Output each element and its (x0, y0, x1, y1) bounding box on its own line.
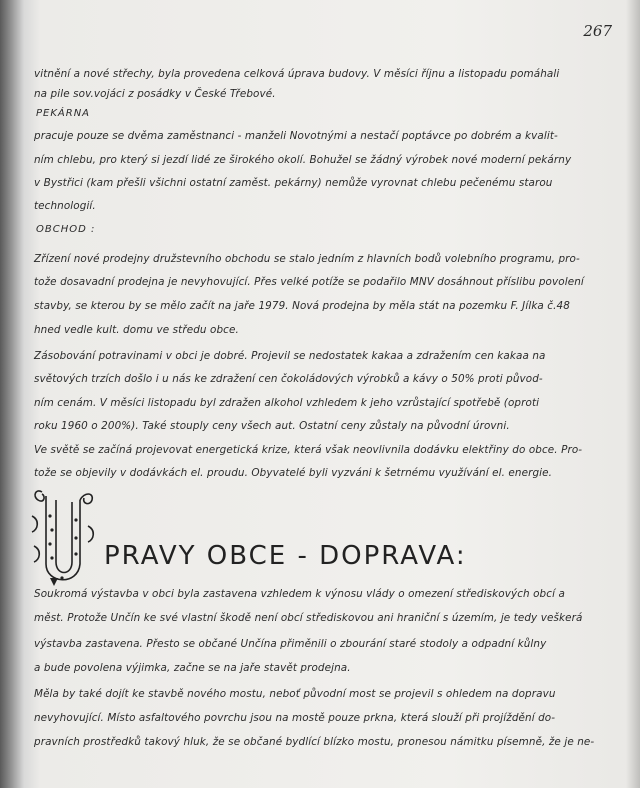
text-line: a bude povolena výjimka, začne se na jaře stavět prodejna. (34, 662, 351, 674)
text-line: světových trzích došlo i u nás ke zdražení cen čokoládových výrobků a kávy o 50% proti původ- (34, 373, 543, 385)
decorated-initial-u-icon (28, 486, 100, 594)
text-line: Měla by také dojít ke stavbě nového mostu, neboť původní most se projevil s ohledem na dopravu (34, 688, 556, 700)
text-line: stavby, se kterou by se mělo začít na jaře 1979. Nová prodejna by měla stát na pozemku F. Jílka č.48 (34, 300, 570, 312)
text-line: Ve světě se začíná projevovat energetická krize, která však neovlivnila dodávku elektřiny do obce. Pro- (34, 444, 583, 456)
text-line: pracuje pouze se dvěma zaměstnanci - manželi Novotnými a nestačí poptávce po dobrém a kvalit- (34, 130, 558, 142)
text-line: vitnění a nové střechy, byla provedena celková úprava budovy. V měsíci říjnu a listopadu pomáhali (34, 68, 560, 80)
text-line: Soukromá výstavba v obci byla zastavena vzhledem k výnosu vlády o omezení střediskových obcí a (34, 588, 565, 600)
text-line: výstavba zastavena. Přesto se občané Unčína přiměnili o zbourání staré stodoly a odpadní kůlny (34, 638, 547, 650)
text-line: ním chlebu, pro který si jezdí lidé ze širokého okolí. Bohužel se žádný výrobek nové moderní pekárny (34, 154, 572, 166)
text-line: na pile sov.vojáci z posádky v České Třebové. (34, 88, 276, 100)
text-line: tože se objevily v dodávkách el. proudu. Obyvatelé byli vyzváni k šetrnému využívání el. energie. (34, 467, 553, 479)
section-heading-pekarna: PEKÁRNA (36, 108, 91, 119)
page-number: 267 (583, 22, 612, 40)
page-edge-shadow (626, 0, 640, 788)
text-line: tože dosavadní prodejna je nevyhovující. Přes velké potíže se podařilo MNV dosáhnout příslibu povolení (34, 276, 584, 288)
section-heading-obchod: OBCHOD : (36, 224, 96, 235)
text-line: hned vedle kult. domu ve středu obce. (34, 324, 239, 336)
chapter-title: PRAVY OBCE - DOPRAVA: (104, 541, 467, 571)
text-line: Zásobování potravinami v obci je dobré. Projevil se nedostatek kakaa a zdražením cen kakaa na (34, 350, 546, 362)
text-line: technologií. (34, 200, 96, 212)
text-line: ním cenám. V měsíci listopadu byl zdražen alkohol vzhledem k jeho vzrůstající spotřebě (oproti (34, 397, 540, 409)
text-line: roku 1960 o 200%). Také stouply ceny všech aut. Ostatní ceny zůstaly na původní úrovni. (34, 420, 510, 432)
text-line: pravních prostředků takový hluk, že se občané bydlící blízko mostu, pronesou námitku písemně, že je ne- (34, 736, 595, 748)
text-line: Zřízení nové prodejny družstevního obchodu se stalo jedním z hlavních bodů volebního programu, pro- (34, 253, 580, 265)
text-line: v Bystřici (kam přešli všichni ostatní zaměst. pekárny) nemůže vyrovnat chlebu pečenému starou (34, 177, 553, 189)
text-line: nevyhovující. Místo asfaltového povrchu jsou na mostě pouze prkna, která slouží při projíždění do- (34, 712, 556, 724)
text-line: měst. Protože Unčín ke své vlastní škodě není obcí střediskovou ani hraniční s územím, je tedy veškerá (34, 612, 583, 624)
